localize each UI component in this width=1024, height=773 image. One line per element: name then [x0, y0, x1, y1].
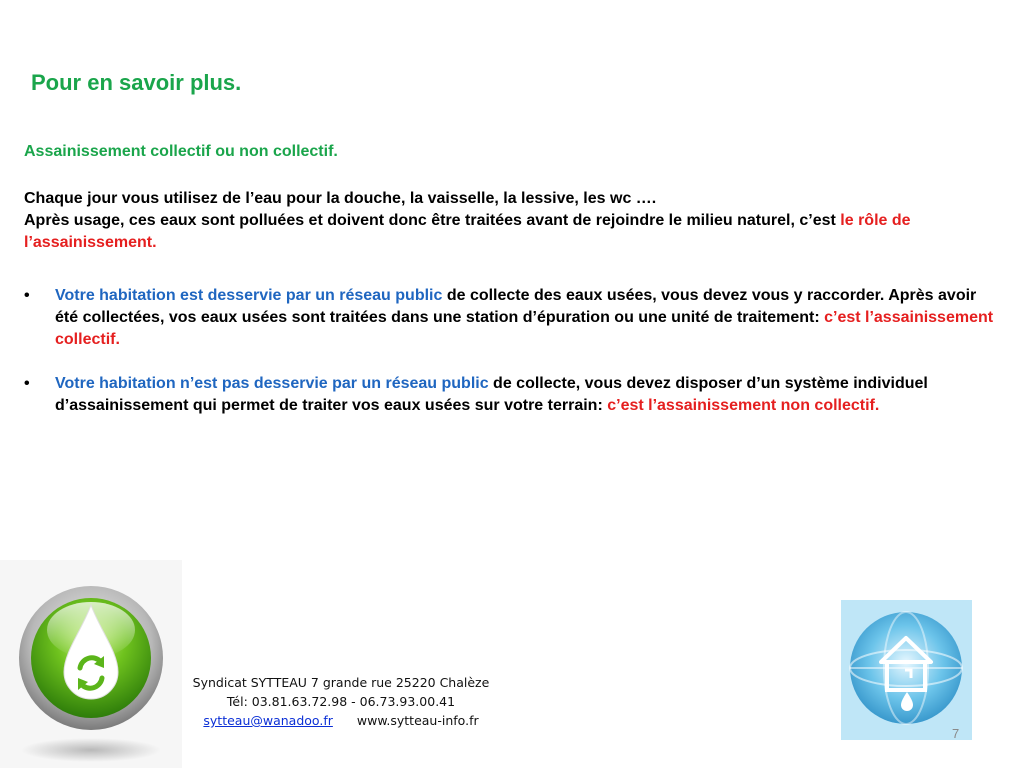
section-subtitle: Assainissement collectif ou non collectif.	[24, 143, 338, 160]
footer-address: Syndicat SYTTEAU 7 grande rue 25220 Chalèze	[192, 675, 490, 690]
page-title: Pour en savoir plus.	[31, 70, 242, 95]
intro-line-2	[24, 210, 999, 254]
bullet-blue-text: Votre habitation est desservie par un réseau public	[55, 287, 443, 304]
footer-phone: Tél: 03.81.63.72.98 - 06.73.93.00.41	[226, 694, 456, 709]
water-drop-recycle-icon	[0, 560, 182, 768]
website-text: www.sytteau-info.fr	[356, 713, 479, 728]
bullet-list	[24, 285, 999, 439]
bullet-red-text: c’est l’assainissement non collectif.	[607, 397, 880, 414]
bullet-body-text: de collecte, vous devez disposer d’un système individuel d’assainissement qui permet de traiter vos eaux usées sur votre terrain:	[55, 375, 928, 414]
intro-highlight: le rôle de l’assainissement.	[24, 212, 911, 251]
intro-paragraph	[24, 188, 999, 254]
bullet-blue-text: Votre habitation n’est pas desservie par un réseau public	[55, 375, 489, 392]
bullet-red-text: c’est l’assainissement collectif.	[55, 309, 994, 348]
bullet-marker: •	[24, 287, 30, 304]
bullet-item-collectif	[24, 285, 999, 351]
intro-line-1: Chaque jour vous utilisez de l’eau pour la douche, la vaisselle, la lessive, les wc ….	[24, 190, 657, 207]
bullet-body-text: de collecte des eaux usées, vous devez vous y raccorder. Après avoir été collectées, vos eaux usées sont traitées dans une station d’épuration ou une unité de traitement:	[55, 287, 977, 326]
bullet-marker: •	[24, 375, 30, 392]
bullet-item-non-collectif	[24, 373, 999, 417]
email-link[interactable]: sytteau@wanadoo.fr	[203, 713, 333, 728]
page-number: 7	[952, 726, 960, 741]
intro-line-2-text: Après usage, ces eaux sont polluées et doivent donc être traitées avant de rejoindre le milieu naturel, c’est	[24, 212, 841, 229]
house-water-globe-icon	[841, 600, 972, 740]
footer-links	[175, 711, 507, 730]
footer-contact	[175, 673, 507, 730]
